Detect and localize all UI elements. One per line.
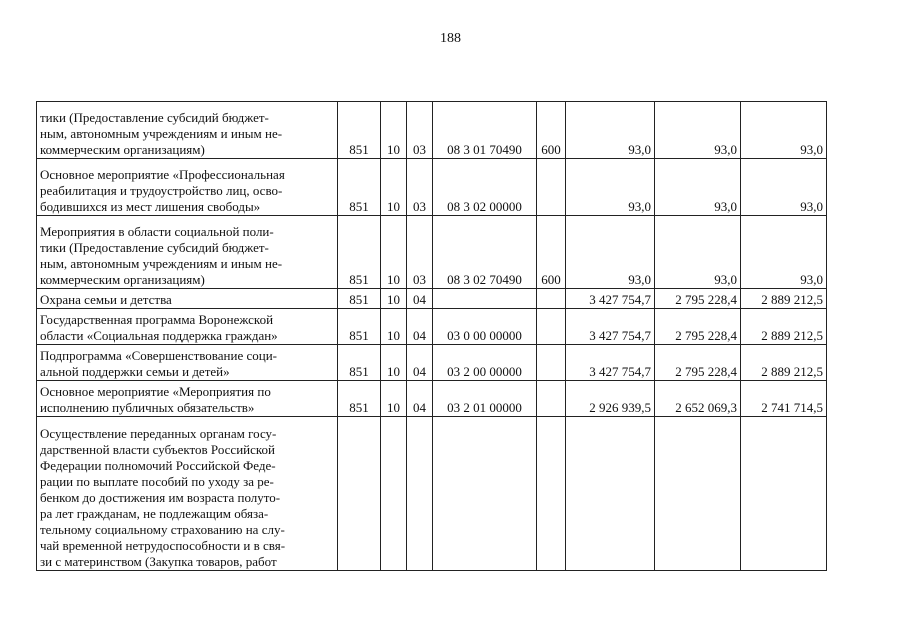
amount-year-2-cell: 93,0 bbox=[655, 102, 741, 159]
row-name-line: рации по выплате пособий по уходу за ре- bbox=[40, 474, 274, 489]
amount-year-1-cell: 93,0 bbox=[566, 102, 655, 159]
ministry-code-cell: 851 bbox=[338, 345, 381, 381]
target-article-cell bbox=[433, 289, 537, 309]
row-name-line: коммерческим организациям) bbox=[40, 272, 205, 287]
expense-type-cell bbox=[537, 159, 566, 216]
table-row bbox=[37, 381, 827, 417]
ministry-code-cell: 851 bbox=[338, 102, 381, 159]
row-name-cell bbox=[37, 309, 338, 345]
row-name-line: зи с материнством (Закупка товаров, работ bbox=[40, 554, 277, 569]
row-name-line: Осуществление переданных органам госу- bbox=[40, 426, 277, 441]
amount-year-1-cell: 3 427 754,7 bbox=[566, 345, 655, 381]
target-article-cell: 08 3 02 70490 bbox=[433, 216, 537, 289]
subsection-code-cell: 03 bbox=[407, 102, 433, 159]
ministry-code-cell: 851 bbox=[338, 381, 381, 417]
row-name-line: тики (Предоставление субсидий бюджет- bbox=[40, 240, 269, 255]
expense-type-cell bbox=[537, 417, 566, 571]
amount-year-3-cell: 2 889 212,5 bbox=[741, 309, 827, 345]
row-name-cell bbox=[37, 345, 338, 381]
budget-table bbox=[36, 101, 827, 571]
amount-year-2-cell: 93,0 bbox=[655, 216, 741, 289]
section-code-cell: 10 bbox=[381, 381, 407, 417]
section-code-cell: 10 bbox=[381, 216, 407, 289]
row-name-line: тельному социальному страхованию на слу- bbox=[40, 522, 285, 537]
ministry-code-cell: 851 bbox=[338, 159, 381, 216]
amount-year-2-cell: 2 795 228,4 bbox=[655, 345, 741, 381]
expense-type-cell: 600 bbox=[537, 102, 566, 159]
section-code-cell bbox=[381, 417, 407, 571]
target-article-cell: 03 0 00 00000 bbox=[433, 309, 537, 345]
amount-year-1-cell: 2 926 939,5 bbox=[566, 381, 655, 417]
subsection-code-cell: 04 bbox=[407, 381, 433, 417]
amount-year-2-cell bbox=[655, 417, 741, 571]
row-name-line: Мероприятия в области социальной поли- bbox=[40, 224, 274, 239]
ministry-code-cell: 851 bbox=[338, 289, 381, 309]
expense-type-cell bbox=[537, 345, 566, 381]
row-name-line: ным, автономным учреждениям и иным не- bbox=[40, 126, 283, 141]
expense-type-cell: 600 bbox=[537, 216, 566, 289]
expense-type-cell bbox=[537, 381, 566, 417]
section-code-cell: 10 bbox=[381, 289, 407, 309]
ministry-code-cell bbox=[338, 417, 381, 571]
table-row bbox=[37, 309, 827, 345]
page-number: 188 bbox=[440, 31, 461, 46]
amount-year-2-cell: 2 795 228,4 bbox=[655, 309, 741, 345]
ministry-code-cell: 851 bbox=[338, 216, 381, 289]
amount-year-2-cell: 93,0 bbox=[655, 159, 741, 216]
section-code-cell: 10 bbox=[381, 159, 407, 216]
expense-type-cell bbox=[537, 289, 566, 309]
row-name-line: исполнению публичных обязательств» bbox=[40, 400, 255, 415]
table-row bbox=[37, 345, 827, 381]
row-name-cell bbox=[37, 159, 338, 216]
amount-year-2-cell: 2 652 069,3 bbox=[655, 381, 741, 417]
row-name-cell bbox=[37, 216, 338, 289]
row-name-line: Подпрограмма «Совершенствование соци- bbox=[40, 348, 277, 363]
ministry-code-cell: 851 bbox=[338, 309, 381, 345]
subsection-code-cell: 04 bbox=[407, 345, 433, 381]
table-row bbox=[37, 289, 827, 309]
subsection-code-cell bbox=[407, 417, 433, 571]
target-article-cell: 03 2 00 00000 bbox=[433, 345, 537, 381]
target-article-cell: 08 3 01 70490 bbox=[433, 102, 537, 159]
row-name-cell bbox=[37, 102, 338, 159]
target-article-cell: 08 3 02 00000 bbox=[433, 159, 537, 216]
amount-year-3-cell: 93,0 bbox=[741, 216, 827, 289]
amount-year-1-cell: 93,0 bbox=[566, 216, 655, 289]
row-name-line: Государственная программа Воронежской bbox=[40, 312, 274, 327]
expense-type-cell bbox=[537, 309, 566, 345]
amount-year-1-cell: 93,0 bbox=[566, 159, 655, 216]
target-article-cell: 03 2 01 00000 bbox=[433, 381, 537, 417]
amount-year-3-cell bbox=[741, 417, 827, 571]
amount-year-3-cell: 2 741 714,5 bbox=[741, 381, 827, 417]
table-row bbox=[37, 216, 827, 289]
section-code-cell: 10 bbox=[381, 102, 407, 159]
amount-year-3-cell: 2 889 212,5 bbox=[741, 345, 827, 381]
amount-year-3-cell: 93,0 bbox=[741, 102, 827, 159]
row-name-line: области «Социальная поддержка граждан» bbox=[40, 328, 278, 343]
target-article-cell bbox=[433, 417, 537, 571]
row-name-cell bbox=[37, 381, 338, 417]
row-name-line: чай временной нетрудоспособности и в свя- bbox=[40, 538, 286, 553]
row-name-cell bbox=[37, 417, 338, 571]
section-code-cell: 10 bbox=[381, 309, 407, 345]
amount-year-3-cell: 93,0 bbox=[741, 159, 827, 216]
subsection-code-cell: 03 bbox=[407, 216, 433, 289]
row-name-line: бодившихся из мест лишения свободы» bbox=[40, 199, 261, 214]
subsection-code-cell: 04 bbox=[407, 289, 433, 309]
subsection-code-cell: 04 bbox=[407, 309, 433, 345]
budget-table-body bbox=[37, 102, 827, 571]
row-name-line: Федерации полномочий Российской Феде- bbox=[40, 458, 276, 473]
row-name-line: альной поддержки семьи и детей» bbox=[40, 364, 230, 379]
amount-year-1-cell: 3 427 754,7 bbox=[566, 289, 655, 309]
row-name-line: коммерческим организациям) bbox=[40, 142, 205, 157]
subsection-code-cell: 03 bbox=[407, 159, 433, 216]
row-name-line: ным, автономным учреждениям и иным не- bbox=[40, 256, 283, 271]
row-name-line: бенком до достижения им возраста полуто- bbox=[40, 490, 281, 505]
amount-year-3-cell: 2 889 212,5 bbox=[741, 289, 827, 309]
table-row bbox=[37, 417, 827, 571]
row-name-line: Охрана семьи и детства bbox=[40, 292, 172, 307]
row-name-cell bbox=[37, 289, 338, 309]
amount-year-1-cell bbox=[566, 417, 655, 571]
row-name-line: Основное мероприятие «Мероприятия по bbox=[40, 384, 271, 399]
row-name-line: ра лет гражданам, не подлежащим обяза- bbox=[40, 506, 269, 521]
row-name-line: дарственной власти субъектов Российской bbox=[40, 442, 275, 457]
row-name-line: Основное мероприятие «Профессиональная bbox=[40, 167, 285, 182]
amount-year-2-cell: 2 795 228,4 bbox=[655, 289, 741, 309]
table-row bbox=[37, 159, 827, 216]
amount-year-1-cell: 3 427 754,7 bbox=[566, 309, 655, 345]
section-code-cell: 10 bbox=[381, 345, 407, 381]
row-name-line: тики (Предоставление субсидий бюджет- bbox=[40, 110, 269, 125]
row-name-line: реабилитация и трудоустройство лиц, осво- bbox=[40, 183, 283, 198]
table-row bbox=[37, 102, 827, 159]
